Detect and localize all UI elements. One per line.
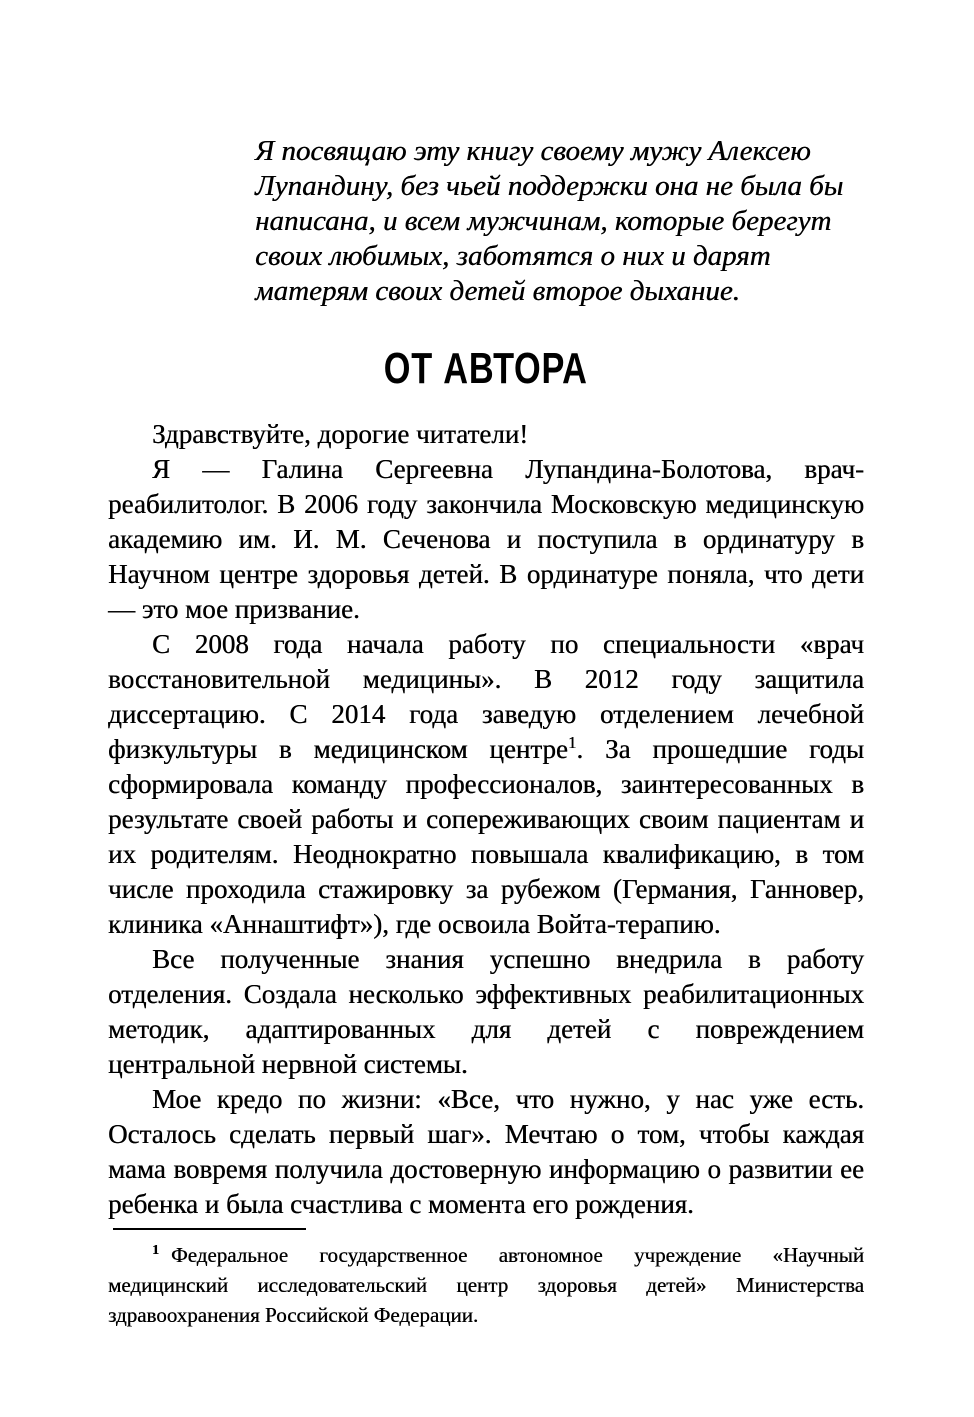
paragraph-text: Все полученные знания успешно внедрила в работу отделения. Создала несколько эффективных реабилитационных методик, адаптированных для детей с повреждением центральной нервной системы. [108, 944, 864, 1079]
body-paragraph [108, 417, 864, 452]
body-text [108, 417, 864, 1222]
section-heading [108, 344, 864, 393]
body-paragraph [108, 627, 864, 942]
section-heading-text: ОТ АВТОРА [384, 344, 588, 393]
dedication [255, 0, 864, 309]
paragraph-text: Мое кредо по жизни: «Все, что нужно, у нас уже есть. Осталось сделать первый шаг». Мечтаю о том, чтобы каждая мама вовремя получила достоверную информацию о развитии ее ребенка и была счастлива с момента его рождения. [108, 1084, 864, 1219]
body-paragraph [108, 1082, 864, 1222]
footnote-reference: 1 [567, 733, 577, 752]
page-content [108, 0, 864, 1330]
paragraph-text: . За прошедшие годы сформировала команду профессионалов, заинтересованных в результате своей работы и сопереживающих своим пациентам и их родителям. Неоднократно повышала квалификацию, в том числе проходила стажировку за рубежом (Германия, Ганновер, клиника «Аннаштифт»), где освоила Войта-терапию. [108, 734, 865, 939]
dedication-line: Лупандину, без чьей поддержки она не была бы [255, 170, 844, 202]
footnote-marker: 1 [152, 1243, 159, 1258]
paragraph-text: С 2008 года начала работу по специальности «врач восстановительной медицины». В 2012 году защитила диссертацию. С 2014 года заведую отделением лечебной физкультуры в медицинском центре [108, 629, 864, 764]
footnote [108, 1240, 864, 1330]
dedication-line: Я посвящаю эту книгу своему мужу Алексею [255, 135, 811, 167]
dedication-line: матерям своих детей второе дыхание. [255, 275, 740, 307]
dedication-line: написана, и всем мужчинам, которые берегут [255, 205, 832, 237]
paragraph-text: Здравствуйте, дорогие читатели! [152, 419, 529, 449]
footnote-text: Федеральное государственное автономное учреждение «Научный медицинский исследовательский центр здоровья детей» Министерства здравоохранения Российской Федерации. [108, 1243, 864, 1327]
paragraph-text: Я — Галина Сергеевна Лупандина-Болотова, врач-реабилитолог. В 2006 году закончила Московскую медицинскую академию им. И. М. Сеченова и поступила в ординатуру в Научном центре здоровья детей. В ординатуре поняла, что дети — это мое призвание. [108, 454, 864, 624]
body-paragraph [108, 452, 864, 627]
dedication-line: своих любимых, заботятся о них и дарят [255, 240, 771, 272]
body-paragraph [108, 942, 864, 1082]
footnote-rule [113, 1228, 306, 1230]
